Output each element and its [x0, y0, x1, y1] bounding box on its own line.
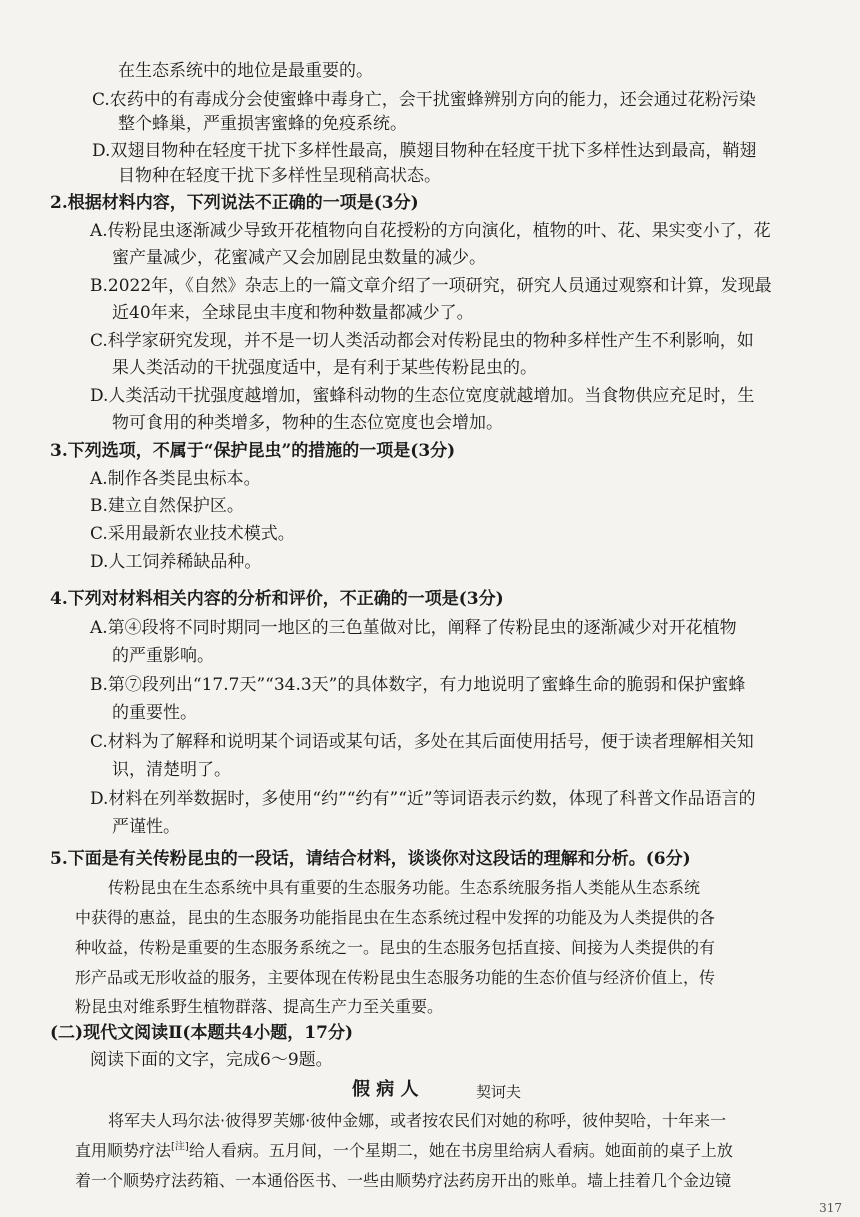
- q2-option-c-line2: 果人类活动的干扰强度适中，是有利于某些传粉昆虫的。: [112, 358, 537, 378]
- question-3-stem: 3.下列选项，不属于“保护昆虫”的措施的一项是(3分): [50, 441, 456, 461]
- story-title: 假 病 人: [352, 1079, 419, 1100]
- prev-option-c-line2: 整个蜂巢，严重损害蜜蜂的免疫系统。: [118, 114, 407, 134]
- q5-passage-line2: 中获得的惠益，昆虫的生态服务功能指昆虫在生态系统过程中发挥的功能及为人类提供的各: [75, 908, 716, 927]
- q4-option-b-line2: 的重要性。: [112, 703, 197, 723]
- q2-option-a-line1: A.传粉昆虫逐渐减少导致开花植物向自花授粉的方向演化，植物的叶、花、果实变小了，花: [90, 221, 771, 241]
- question-4-stem: 4.下列对材料相关内容的分析和评价，不正确的一项是(3分): [50, 589, 504, 609]
- story-para1-line3: 着一个顺势疗法药箱、一本通俗医书、一些由顺势疗法药房开出的账单。墙上挂着几个金边镜: [75, 1171, 732, 1190]
- q2-option-b-line1: B.2022年，《自然》杂志上的一篇文章介绍了一项研究，研究人员通过观察和计算，发现最: [90, 276, 772, 296]
- q2-option-d-line1: D.人类活动干扰强度越增加，蜜蜂科动物的生态位宽度就越增加。当食物供应充足时，生: [90, 386, 755, 406]
- q3-option-a: A.制作各类昆虫标本。: [90, 469, 261, 489]
- story-author: 契诃夫: [476, 1083, 522, 1101]
- prev-option-b-tail: 在生态系统中的地位是最重要的。: [118, 61, 373, 81]
- footnote-marker: [注]: [171, 1141, 189, 1153]
- q4-option-c-line2: 识，清楚明了。: [112, 760, 231, 780]
- q5-passage-line5: 粉昆虫对维系野生植物群落、提高生产力至关重要。: [75, 997, 444, 1016]
- q4-option-b-line1: B.第⑦段列出“17.7天”“34.3天”的具体数字，有力地说明了蜜蜂生命的脆弱和保护蜜蜂: [90, 675, 746, 695]
- question-5-stem: 5.下面是有关传粉昆虫的一段话，请结合材料，谈谈你对这段话的理解和分析。(6分): [50, 849, 691, 869]
- q5-passage-line1: 传粉昆虫在生态系统中具有重要的生态服务功能。生态系统服务指人类能从生态系统: [108, 878, 701, 897]
- story-para1-line1: 将军夫人玛尔法·彼得罗芙娜·彼仲金娜，或者按农民们对她的称呼，彼仲契哈，十年来一: [108, 1111, 727, 1130]
- q4-option-d-line2: 严谨性。: [112, 817, 180, 837]
- prev-option-c-line1: C.农药中的有毒成分会使蜜蜂中毒身亡，会干扰蜜蜂辨别方向的能力，还会通过花粉污染: [92, 90, 756, 110]
- story-para1-line2-b: 给人看病。五月间，一个星期二，她在书房里给病人看病。她面前的桌子上放: [188, 1141, 733, 1160]
- story-para1-line2-a: 直用顺势疗法: [75, 1141, 172, 1160]
- q3-option-b: B.建立自然保护区。: [90, 496, 244, 516]
- prev-option-d-line1: D.双翅目物种在轻度干扰下多样性最高，膜翅目物种在轻度干扰下多样性达到最高，鞘翅: [92, 141, 757, 161]
- q2-option-a-line2: 蜜产量减少，花蜜减产又会加剧昆虫数量的减少。: [112, 248, 486, 268]
- q2-option-c-line1: C.科学家研究发现，并不是一切人类活动都会对传粉昆虫的物种多样性产生不利影响，如: [90, 331, 754, 351]
- q5-passage-line3: 种收益，传粉是重要的生态服务系统之一。昆虫的生态服务包括直接、间接为人类提供的有: [75, 938, 716, 957]
- q2-option-d-line2: 物可食用的种类增多，物种的生态位宽度也会增加。: [112, 413, 503, 433]
- q5-passage-line4: 形产品或无形收益的服务，主要体现在传粉昆虫生态服务功能的生态价值与经济价值上，传: [75, 968, 716, 987]
- q4-option-c-line1: C.材料为了解释和说明某个词语或某句话，多处在其后面使用括号，便于读者理解相关知: [90, 732, 754, 752]
- question-2-stem: 2.根据材料内容，下列说法不正确的一项是(3分): [50, 193, 419, 213]
- q2-option-b-line2: 近40年来，全球昆虫丰度和物种数量都减少了。: [112, 303, 474, 323]
- section-2-heading: (二)现代文阅读Ⅱ(本题共4小题，17分): [50, 1023, 353, 1043]
- section-2-instruction: 阅读下面的文字，完成6～9题。: [90, 1050, 333, 1070]
- story-para1-line2: [75, 1140, 733, 1162]
- q4-option-d-line1: D.材料在列举数据时，多使用“约”“约有”“近”等词语表示约数，体现了科普文作品语言的: [90, 789, 756, 809]
- page-number: 317: [819, 1201, 842, 1215]
- q4-option-a-line1: A.第④段将不同时期同一地区的三色堇做对比，阐释了传粉昆虫的逐渐减少对开花植物: [90, 618, 737, 638]
- q4-option-a-line2: 的严重影响。: [112, 646, 214, 666]
- q3-option-c: C.采用最新农业技术模式。: [90, 524, 295, 544]
- q3-option-d: D.人工饲养稀缺品种。: [90, 552, 262, 572]
- prev-option-d-line2: 目物种在轻度干扰下多样性呈现稍高状态。: [118, 166, 441, 186]
